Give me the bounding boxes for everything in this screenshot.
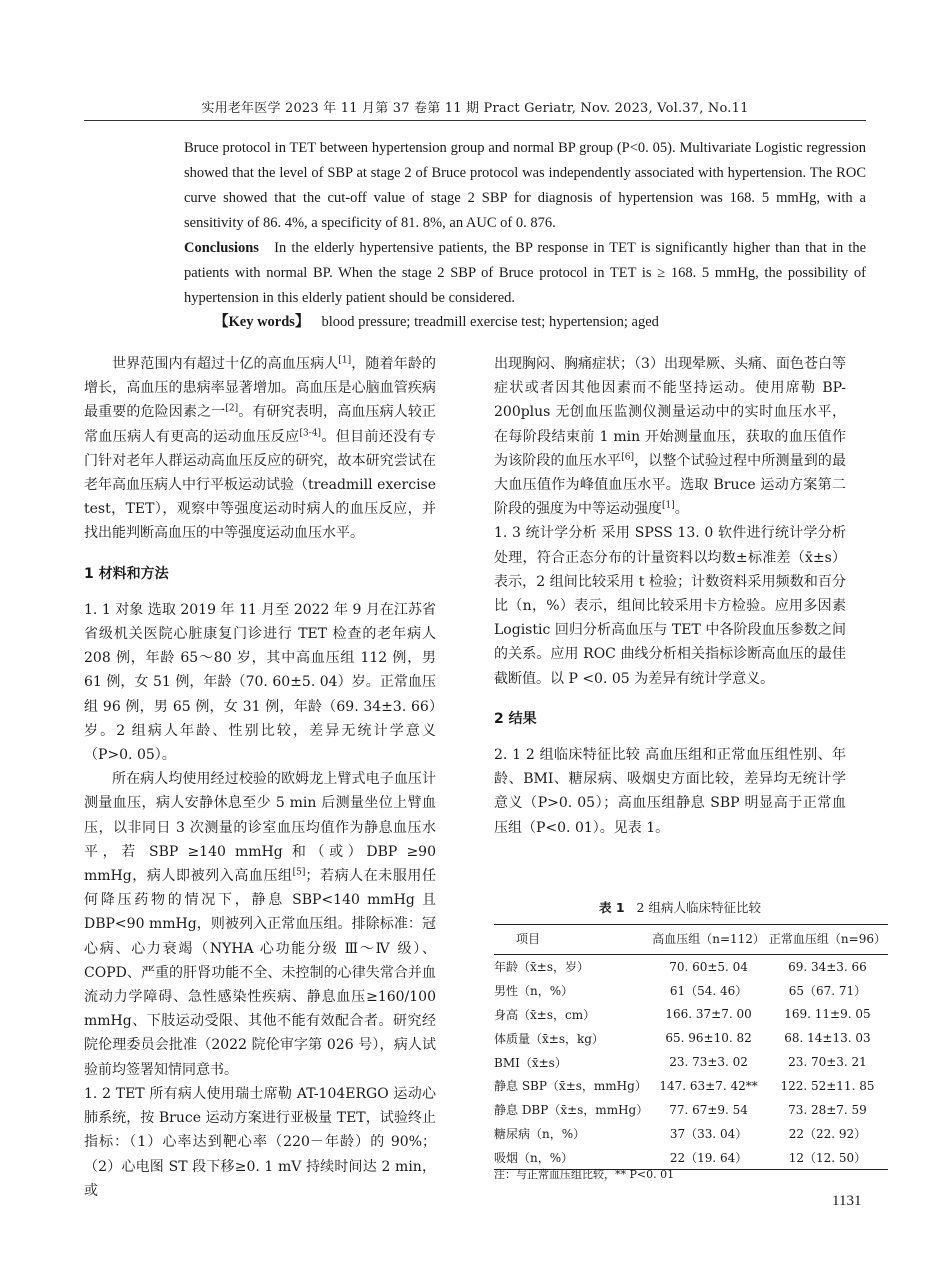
subsection-clinical-features: 2. 1 2 组临床特征比较 高血压组和正常血压组性别、年龄、BMI、糖尿病、吸烟史方面比较，差异均无统计学意义（P>0. 05）；高血压组静息 SBP 明显高于正常血压组（P<0. 01）。见表 1。 bbox=[494, 747, 846, 836]
citation: [6] bbox=[621, 452, 634, 463]
subsection-subjects: 1. 1 对象 选取 2019 年 11 月至 2022 年 9 月在江苏省省级机关医院心脏康复门诊进行 TET 检查的老年病人 208 例，年龄 65～80 岁，其中高血压组 112 例，男 61 例，女 51 例，年龄（70. 60±5. 04）岁。正常血压组 96 例，男 65 例，女 31 例，年龄（69. 34±3. 66）岁。2 组病人年龄、性别比较，差异无统计学意义（P>0. 05）。 bbox=[84, 601, 436, 764]
citation: [5] bbox=[292, 867, 306, 878]
abstract-results-continued: Bruce protocol in TET between hypertension group and normal BP group (P<0. 05). Multivariate Logistic regression showed that the level of SBP at stage 2 of Bruce protocol was independently associated with hypertension. The ROC curve showed that the cut-off value of stage 2 SBP for diagnosis of hypertension was 168. 5 mmHg, with a sensitivity of 86. 4%, a specificity of 81. 8%, an AUC of 0. 876. bbox=[184, 140, 866, 231]
table-row: 静息 DBP（x̄±s，mmHg） 77. 67±9. 54 73. 28±7. 59 bbox=[494, 1102, 867, 1118]
header-rule bbox=[84, 120, 866, 121]
abstract-conclusions bbox=[184, 236, 866, 311]
table-row: 糖尿病（n，%） 37（33. 04） 22（22. 92） bbox=[494, 1126, 867, 1141]
subsection-tet: 1. 2 TET 所有病人使用瑞士席勒 AT-104ERGO 运动心肺系统，按 Bruce 运动方案进行亚极量 TET，试验终止指标：（1）心率达到靶心率（220－年龄）的 90%；（2）心电图 ST 段下移≥0. 1 mV 持续时间达 2 min，或 bbox=[84, 1085, 436, 1199]
section-heading-results: 2 结果 bbox=[494, 710, 537, 727]
citation: [3-4] bbox=[299, 427, 322, 438]
table-row: 身高（x̄±s，cm） 166. 37±7. 00 169. 11±9. 05 bbox=[494, 1007, 871, 1022]
table-row: 吸烟（n，%） 22（19. 64） 12（12. 50） bbox=[494, 1145, 888, 1169]
keywords bbox=[214, 310, 866, 331]
subsection-statistics: 1. 3 统计学分析 采用 SPSS 13. 0 软件进行统计学分析处理，符合正态分布的计量资料以均数±标准差（x̄±s）表示，2 组间比较采用 t 检验；计数资料采用频数和百分比（n，%）表示，组间比较采用卡方检验。应用多因素 Logistic 回归分析高血压与 TET 中各阶段血压参数之间的关系。应用 ROC 曲线分析相关指标诊断高血压的最佳截断值。以 P <0. 05 为差异有统计学意义。 bbox=[494, 525, 846, 687]
table-label: 表 1 bbox=[599, 900, 625, 915]
conclusions-text: In the elderly hypertensive patients, the BP response in TET is significantly higher than that in the patients with normal BP. When the stage 2 SBP of Bruce protocol in TET is ≥ 168. 5 mmHg, the possibility of hypertension in this elderly patient should be considered. bbox=[184, 240, 866, 306]
table-footnote: 注：与正常血压组比较，** P<0. 01 bbox=[494, 1168, 675, 1181]
table-row: BMI（x̄±s） 23. 73±3. 02 23. 70±3. 21 bbox=[494, 1055, 867, 1070]
page-number: 1131 bbox=[832, 1193, 862, 1209]
table-row: 年龄（x̄±s，岁） 70. 60±5. 04 69. 34±3. 66 bbox=[494, 959, 867, 975]
abstract bbox=[184, 136, 866, 311]
bp-measurement-paragraph: 所在病人均使用经过校验的欧姆龙上臂式电子血压计测量血压，病人安静休息至少 5 min 后测量坐位上臂血压，以非同日 3 次测量的诊室血压均值作为静息血压水平，若 SBP ≥140 mmHg 和（或）DBP ≥90 mmHg，病人即被列入高血压组[5]；若病人在未服用任何降压药物的情况下，静息 SBP<140 mmHg 且 DBP<90 mmHg，则被列入正常血压组。排除标准：冠心病、心力衰竭（NYHA 心功能分级 Ⅲ～Ⅳ 级）、COPD、严重的肝肾功能不全、未控制的心律失常合并血流动力学障碍、急性感染性疾病、静息血压≥160/100 mmHg、下肢运动受限、其他不能有效配合者。研究经院伦理委员会批准（2022 院伦审字第 026 号），病人试验前均签署知情同意书。 bbox=[84, 771, 436, 1078]
table-row: 静息 SBP（x̄±s，mmHg） 147. 63±7. 42** 122. 52±11. 85 bbox=[494, 1078, 875, 1094]
citation: [2] bbox=[225, 403, 239, 414]
right-column bbox=[494, 352, 846, 840]
conclusions-label: Conclusions bbox=[184, 240, 259, 256]
left-column bbox=[84, 352, 436, 1203]
running-header: 实用老年医学 2023 年 11 月第 37 卷第 11 期 Pract Geriatr, Nov. 2023, Vol.37, No.11 bbox=[201, 101, 749, 116]
table-row: 男性（n，%） 61（54. 46） 65（67. 71） bbox=[494, 984, 867, 999]
table-header-cell: 项目 bbox=[494, 925, 650, 955]
clinical-features-table bbox=[494, 924, 888, 1170]
keywords-label: 【Key words】 bbox=[214, 314, 310, 330]
section-heading-methods: 1 材料和方法 bbox=[84, 565, 169, 582]
tet-continued: 出现胸闷、胸痛症状；（3）出现晕厥、头痛、面色苍白等症状或者因其他因素而不能坚持运动。使用席勒 BP-200plus 无创血压监测仪测量运动中的实时血压水平，在每阶段结束前 1 min 开始测量血压，获取的血压值作为该阶段的血压水平[6]，以整个试验过程中所测量到的最大血压值作为峰值血压水平。选取 Bruce 运动方案第二阶段的强度为中等运动强度[1]。 bbox=[494, 356, 846, 518]
table-header-cell: 正常血压组（n=96） bbox=[767, 925, 888, 955]
table-header-cell: 高血压组（n=112） bbox=[650, 925, 767, 955]
citation: [1] bbox=[662, 500, 675, 511]
intro-paragraph: 世界范围内有超过十亿的高血压病人[1]，随着年龄的增长，高血压的患病率显著增加。高血压是心脑血管疾病最重要的危险因素之一[2]。有研究表明，高血压病人较正常血压病人有更高的运动血压反应[3-4]。但目前还没有专门针对老年人群运动高血压反应的研究，故本研究尝试在老年高血压病人中行平板运动试验（treadmill exercise test，TET），观察中等强度运动时病人的血压反应，并找出能判断高血压的中等强度运动血压水平。 bbox=[84, 355, 437, 542]
keywords-text: blood pressure; treadmill exercise test; hypertension; aged bbox=[321, 314, 659, 330]
table-header-row bbox=[494, 925, 888, 955]
table-row: 体质量（x̄±s，kg） 65. 96±10. 82 68. 14±13. 03 bbox=[494, 1031, 871, 1046]
citation: [1] bbox=[338, 355, 352, 366]
table-title: 表 1 2 组病人临床特征比较 bbox=[599, 900, 761, 915]
